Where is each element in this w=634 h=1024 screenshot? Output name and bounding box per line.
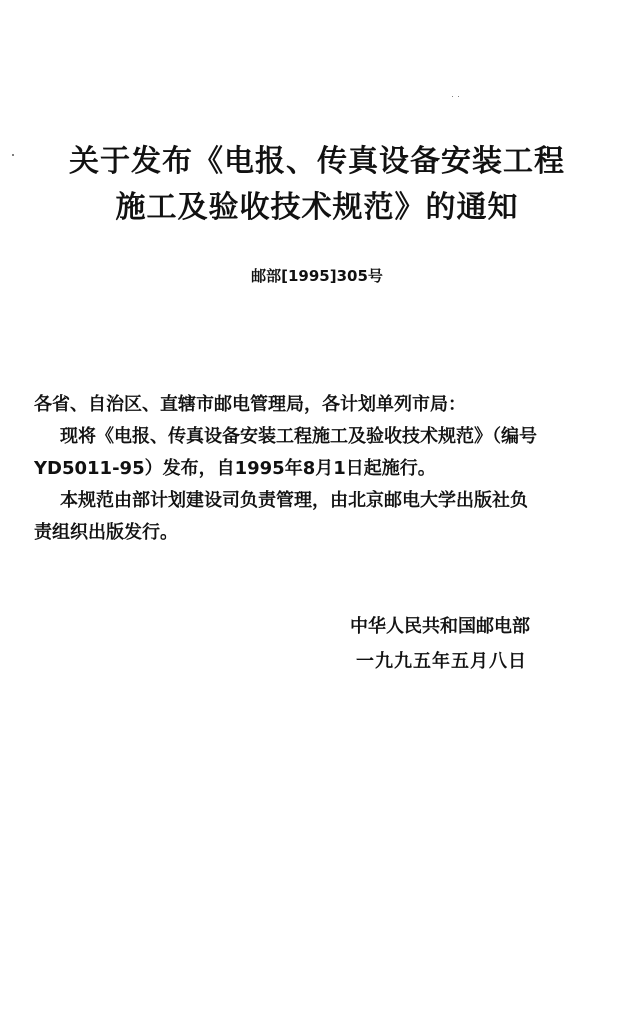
paragraph-2-line-1: 本规范由部计划建设司负责管理，由北京邮电大学出版社负 (60, 490, 528, 511)
addressee-line: 各省、自治区、直辖市邮电管理局，各计划单列市局： (34, 394, 466, 415)
scan-speck (452, 96, 453, 97)
document-number: 邮部[1995]305号 (251, 267, 383, 285)
issuer-name: 中华人民共和国邮电部 (350, 616, 530, 637)
paragraph-2-line-2: 责组织出版发行。 (34, 522, 178, 543)
paragraph-1-line-1: 现将《电报、传真设备安装工程施工及验收技术规范》（编号 (60, 426, 537, 447)
issue-date: 一九九五年五月八日 (356, 651, 527, 672)
scan-speck (458, 96, 459, 97)
paragraph-1-line-2: YD5011-95）发布，自1995年8月1日起施行。 (34, 458, 436, 479)
notice-title-line-1: 关于发布《电报、传真设备安装工程 (69, 144, 565, 179)
notice-title-line-2: 施工及验收技术规范》的通知 (115, 190, 519, 225)
